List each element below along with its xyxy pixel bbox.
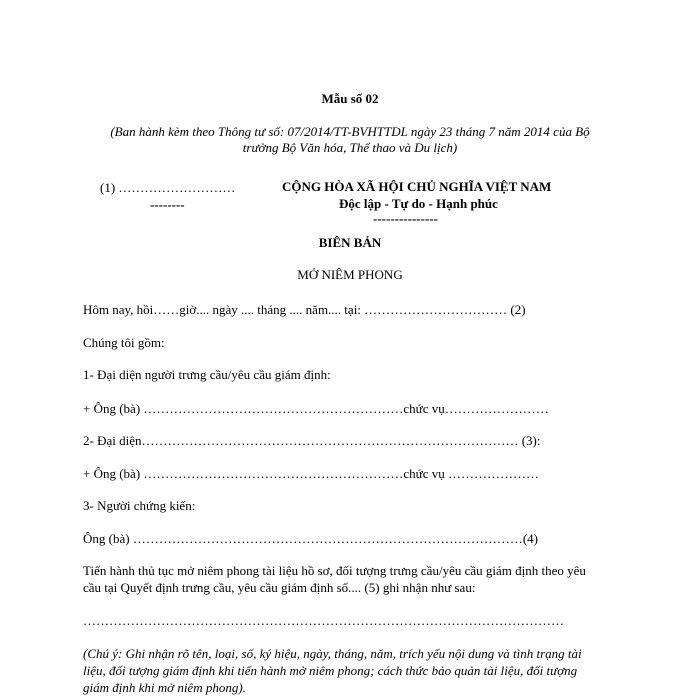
person-3-line: Ông (bà) ………………………………………………………………………………(4) [83,531,538,546]
note-line-2: liệu, đối tượng giám định khi tiến hành mở niêm phong; cách thức bảo quản tài liệu, đối tượng [83,663,578,678]
issued-by-line-2: trưởng Bộ Văn hóa, Thể thao và Du lịch) [242,140,458,155]
paragraph-line-1: Tiến hành thủ tục mở niêm phong tài liệu hồ sơ, đối tượng trưng cầu/yêu cầu giám định theo yêu [83,563,586,578]
republic-title: CỘNG HÒA XÃ HỘI CHỦ NGHĨA VIỆT NAM [282,179,552,194]
we-include-label: Chúng tôi gồm: [83,335,165,350]
note-line-1: (Chú ý: Ghi nhận rõ tên, loại, số, ký hiệu, ngày, tháng, năm, trích yếu nội dung và tình trạng tài [83,646,582,661]
date-place-line: Hôm nay, hồi……giờ.... ngày .... tháng .... năm.... tại: …………………………… (2) [83,302,526,317]
representative-2-line: 2- Đại diện…………………………………………………………………………… (3): [83,433,541,448]
note-line-3: giám định khi mở niêm phong). [83,680,246,695]
dotted-fill-line: ………………………………………………………………………………………………… [83,613,564,628]
form-number: Mẫu số 02 [321,91,379,106]
person-2-line: + Ông (bà) ……………………………………………………chức vụ ………………… [83,466,539,481]
agency-underline: -------- [150,197,185,212]
motto-underline: --------------- [373,211,438,226]
witness-label: 3- Người chứng kiến: [83,498,196,513]
person-1-line: + Ông (bà) ……………………………………………………chức vụ…………………… [83,401,549,416]
issued-by-line-1: (Ban hành kèm theo Thông tư số: 07/2014/TT-BVHTTDL ngày 23 tháng 7 năm 2014 của Bộ [110,124,590,139]
document-title: BIÊN BẢN [318,235,382,250]
paragraph-line-2: cầu tại Quyết định trưng cầu, yêu cầu giám định số.... (5) ghi nhận như sau: [83,580,476,595]
document-subtitle: MỞ NIÊM PHONG [297,267,403,282]
agency-line: (1) ……………………… [100,180,236,195]
national-motto: Độc lập - Tự do - Hạnh phúc [339,196,498,211]
representative-1-label: 1- Đại diện người trưng cầu/yêu cầu giám định: [83,367,331,382]
